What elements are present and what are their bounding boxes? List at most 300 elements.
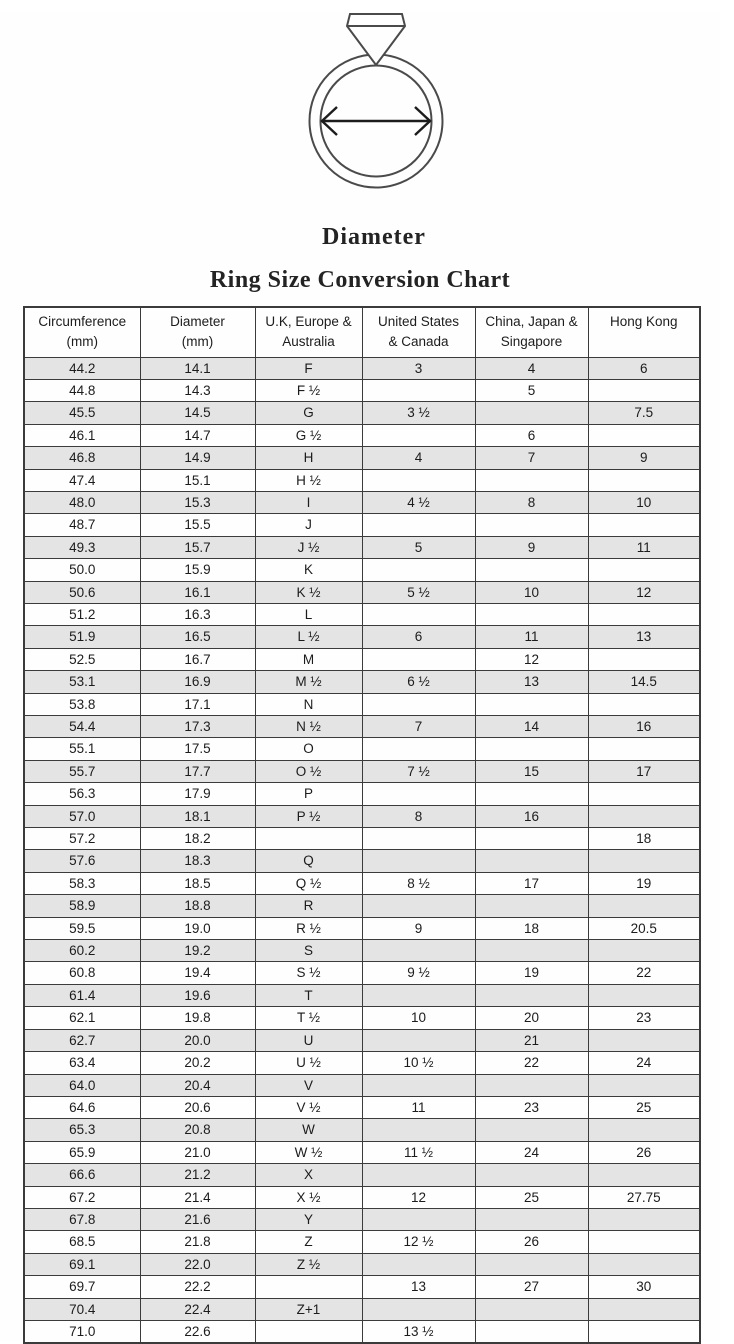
- table-head: [24, 307, 700, 357]
- table-cell: 49.3: [24, 536, 140, 558]
- table-cell: M: [255, 648, 362, 670]
- table-cell: 7.5: [588, 402, 700, 424]
- table-cell: 20.6: [140, 1096, 255, 1118]
- table-cell: 71.0: [24, 1320, 140, 1343]
- table-cell: H ½: [255, 469, 362, 491]
- table-row: [24, 693, 700, 715]
- table-cell: 7: [475, 447, 588, 469]
- table-cell: [362, 783, 475, 805]
- table-row: [24, 805, 700, 827]
- table-cell: K ½: [255, 581, 362, 603]
- table-cell: [362, 379, 475, 401]
- table-row: [24, 648, 700, 670]
- column-header: [140, 307, 255, 357]
- diameter-label: Diameter: [322, 224, 426, 250]
- table-row: [24, 1231, 700, 1253]
- table-cell: [362, 648, 475, 670]
- table-cell: 17.9: [140, 783, 255, 805]
- table-cell: 10: [362, 1007, 475, 1029]
- table-cell: [588, 984, 700, 1006]
- table-cell: 22.0: [140, 1253, 255, 1275]
- table-cell: 19.6: [140, 984, 255, 1006]
- table-cell: [588, 1320, 700, 1343]
- table-row: [24, 424, 700, 446]
- table-cell: 12 ½: [362, 1231, 475, 1253]
- table-cell: 15.3: [140, 491, 255, 513]
- table-cell: [588, 559, 700, 581]
- table-cell: 15: [475, 760, 588, 782]
- table-cell: 12: [362, 1186, 475, 1208]
- table-cell: 9: [362, 917, 475, 939]
- table-cell: [255, 828, 362, 850]
- table-cell: [588, 805, 700, 827]
- table-cell: 56.3: [24, 783, 140, 805]
- table-cell: 57.0: [24, 805, 140, 827]
- table-cell: 46.1: [24, 424, 140, 446]
- table-row: [24, 1164, 700, 1186]
- table-cell: U ½: [255, 1052, 362, 1074]
- table-row: [24, 1074, 700, 1096]
- table-cell: 13: [362, 1276, 475, 1298]
- table-cell: 48.7: [24, 514, 140, 536]
- table-cell: 18.5: [140, 872, 255, 894]
- table-cell: [588, 379, 700, 401]
- table-cell: 11 ½: [362, 1141, 475, 1163]
- table-cell: 14.9: [140, 447, 255, 469]
- column-header: [588, 307, 700, 357]
- table-cell: 58.9: [24, 895, 140, 917]
- table-cell: [362, 1164, 475, 1186]
- table-cell: [362, 603, 475, 625]
- table-cell: [588, 1119, 700, 1141]
- table-cell: [588, 783, 700, 805]
- table-cell: W ½: [255, 1141, 362, 1163]
- table-cell: 20.8: [140, 1119, 255, 1141]
- table-cell: [588, 693, 700, 715]
- table-cell: 61.4: [24, 984, 140, 1006]
- table-cell: 64.6: [24, 1096, 140, 1118]
- table-cell: 50.6: [24, 581, 140, 603]
- table-cell: 51.9: [24, 626, 140, 648]
- table-cell: 14.3: [140, 379, 255, 401]
- table-cell: X: [255, 1164, 362, 1186]
- table-cell: 9 ½: [362, 962, 475, 984]
- table-row: [24, 716, 700, 738]
- table-cell: 16: [475, 805, 588, 827]
- table-cell: 23: [475, 1096, 588, 1118]
- table-cell: [362, 1208, 475, 1230]
- table-cell: 64.0: [24, 1074, 140, 1096]
- table-cell: 7 ½: [362, 760, 475, 782]
- table-row: [24, 1141, 700, 1163]
- table-row: [24, 828, 700, 850]
- table-cell: [362, 424, 475, 446]
- table-cell: 19.0: [140, 917, 255, 939]
- header-line: Australia: [282, 334, 335, 349]
- table-row: [24, 447, 700, 469]
- table-cell: F ½: [255, 379, 362, 401]
- table-cell: 17.1: [140, 693, 255, 715]
- table-cell: 4 ½: [362, 491, 475, 513]
- table-cell: 51.2: [24, 603, 140, 625]
- table-cell: [475, 783, 588, 805]
- table-cell: [362, 940, 475, 962]
- table-cell: 11: [475, 626, 588, 648]
- table-cell: 13: [475, 671, 588, 693]
- table-cell: 15.7: [140, 536, 255, 558]
- table-cell: 24: [588, 1052, 700, 1074]
- table-cell: 65.3: [24, 1119, 140, 1141]
- table-cell: 15.9: [140, 559, 255, 581]
- table-cell: J ½: [255, 536, 362, 558]
- table-cell: 17: [588, 760, 700, 782]
- table-cell: J: [255, 514, 362, 536]
- table-cell: G ½: [255, 424, 362, 446]
- table-cell: [475, 603, 588, 625]
- table-cell: 26: [588, 1141, 700, 1163]
- table-row: [24, 491, 700, 513]
- header-row: [24, 307, 700, 357]
- table-cell: [362, 469, 475, 491]
- table-cell: [475, 469, 588, 491]
- table-cell: [475, 738, 588, 760]
- header-line: & Canada: [388, 334, 449, 349]
- table-cell: 21: [475, 1029, 588, 1051]
- table-cell: 5: [475, 379, 588, 401]
- table-cell: 21.6: [140, 1208, 255, 1230]
- table-cell: 6 ½: [362, 671, 475, 693]
- column-header: [255, 307, 362, 357]
- table-cell: [588, 469, 700, 491]
- table-cell: Z: [255, 1231, 362, 1253]
- table-row: [24, 402, 700, 424]
- table-cell: [362, 738, 475, 760]
- header-line: China, Japan &: [485, 314, 578, 329]
- table-row: [24, 940, 700, 962]
- table-cell: V ½: [255, 1096, 362, 1118]
- table-cell: 53.1: [24, 671, 140, 693]
- table-row: [24, 514, 700, 536]
- table-cell: 23: [588, 1007, 700, 1029]
- table-cell: T ½: [255, 1007, 362, 1029]
- table-cell: 16.5: [140, 626, 255, 648]
- table-row: [24, 760, 700, 782]
- table-row: [24, 872, 700, 894]
- table-cell: 59.5: [24, 917, 140, 939]
- table-cell: 19: [475, 962, 588, 984]
- table-cell: [588, 1074, 700, 1096]
- table-cell: K: [255, 559, 362, 581]
- table-cell: [588, 738, 700, 760]
- table-cell: 45.5: [24, 402, 140, 424]
- table-cell: 17: [475, 872, 588, 894]
- table-cell: [588, 850, 700, 872]
- header-line: United States: [377, 314, 460, 329]
- table-cell: 47.4: [24, 469, 140, 491]
- table-cell: O: [255, 738, 362, 760]
- table-cell: S ½: [255, 962, 362, 984]
- table-cell: [588, 514, 700, 536]
- table-cell: F: [255, 357, 362, 379]
- table-cell: 50.0: [24, 559, 140, 581]
- table-cell: [362, 693, 475, 715]
- table-body: [24, 357, 700, 1343]
- column-header: [475, 307, 588, 357]
- table-cell: 22.2: [140, 1276, 255, 1298]
- table-row: [24, 469, 700, 491]
- table-row: [24, 984, 700, 1006]
- table-cell: [588, 1231, 700, 1253]
- table-cell: 5 ½: [362, 581, 475, 603]
- table-cell: 14.5: [588, 671, 700, 693]
- table-cell: 11: [362, 1096, 475, 1118]
- table-row: [24, 1052, 700, 1074]
- page: [0, 12, 720, 1341]
- table-cell: [588, 424, 700, 446]
- table-cell: 60.2: [24, 940, 140, 962]
- table-cell: [362, 559, 475, 581]
- table-cell: 69.7: [24, 1276, 140, 1298]
- table-cell: 8: [475, 491, 588, 513]
- table-cell: [475, 1074, 588, 1096]
- table-cell: [588, 895, 700, 917]
- table-cell: 20.0: [140, 1029, 255, 1051]
- table-cell: 15.1: [140, 469, 255, 491]
- header-line: Hong Kong: [609, 314, 678, 329]
- table-cell: L ½: [255, 626, 362, 648]
- table-cell: 62.7: [24, 1029, 140, 1051]
- page-title: Ring Size Conversion Chart: [209, 267, 511, 293]
- table-cell: M ½: [255, 671, 362, 693]
- table-cell: [475, 1298, 588, 1320]
- table-cell: [362, 1074, 475, 1096]
- table-cell: 19.2: [140, 940, 255, 962]
- table-cell: 7: [362, 716, 475, 738]
- table-row: [24, 917, 700, 939]
- table-cell: [588, 940, 700, 962]
- table-cell: 8 ½: [362, 872, 475, 894]
- ring-size-table: [23, 306, 701, 1344]
- table-cell: Q ½: [255, 872, 362, 894]
- table-cell: 21.2: [140, 1164, 255, 1186]
- ring-illustration: [296, 12, 456, 200]
- table-cell: [475, 1320, 588, 1343]
- table-cell: 22: [475, 1052, 588, 1074]
- table-cell: 13 ½: [362, 1320, 475, 1343]
- table-cell: 60.8: [24, 962, 140, 984]
- table-cell: 12: [475, 648, 588, 670]
- table-cell: 19.8: [140, 1007, 255, 1029]
- table-cell: R ½: [255, 917, 362, 939]
- table-cell: 18.8: [140, 895, 255, 917]
- table-cell: 25: [475, 1186, 588, 1208]
- table-cell: 21.8: [140, 1231, 255, 1253]
- table-cell: 16.9: [140, 671, 255, 693]
- table-cell: U: [255, 1029, 362, 1051]
- table-cell: [362, 850, 475, 872]
- table-cell: 3: [362, 357, 475, 379]
- table-row: [24, 962, 700, 984]
- header-line: Singapore: [500, 334, 563, 349]
- table-row: [24, 1029, 700, 1051]
- table-row: [24, 895, 700, 917]
- table-cell: 18.1: [140, 805, 255, 827]
- table-row: [24, 1298, 700, 1320]
- table-cell: [588, 1208, 700, 1230]
- header-line: (mm): [66, 334, 98, 349]
- table-cell: 20.2: [140, 1052, 255, 1074]
- table-cell: [475, 693, 588, 715]
- table-cell: 55.1: [24, 738, 140, 760]
- table-cell: 46.8: [24, 447, 140, 469]
- table-cell: 6: [475, 424, 588, 446]
- table-cell: [475, 1208, 588, 1230]
- table-cell: 6: [588, 357, 700, 379]
- table-cell: 17.3: [140, 716, 255, 738]
- table-cell: 9: [475, 536, 588, 558]
- table-cell: [588, 1164, 700, 1186]
- table-cell: [362, 514, 475, 536]
- table-cell: 17.5: [140, 738, 255, 760]
- table-cell: Z ½: [255, 1253, 362, 1275]
- table-cell: I: [255, 491, 362, 513]
- table-cell: 14: [475, 716, 588, 738]
- table-cell: Q: [255, 850, 362, 872]
- table-cell: [588, 1253, 700, 1275]
- table-cell: 18: [588, 828, 700, 850]
- table-cell: 4: [362, 447, 475, 469]
- table-cell: [362, 1298, 475, 1320]
- table-cell: [475, 1164, 588, 1186]
- table-cell: 16: [588, 716, 700, 738]
- table-cell: 16.3: [140, 603, 255, 625]
- table-cell: N ½: [255, 716, 362, 738]
- table-cell: [588, 603, 700, 625]
- table-cell: 27: [475, 1276, 588, 1298]
- table-cell: [475, 402, 588, 424]
- table-cell: 44.2: [24, 357, 140, 379]
- table-cell: 16.1: [140, 581, 255, 603]
- column-header: [362, 307, 475, 357]
- header-line: (mm): [181, 334, 214, 349]
- table-cell: 24: [475, 1141, 588, 1163]
- table-cell: L: [255, 603, 362, 625]
- table-cell: V: [255, 1074, 362, 1096]
- table-cell: [588, 1298, 700, 1320]
- table-row: [24, 1276, 700, 1298]
- table-cell: 18.2: [140, 828, 255, 850]
- header-line: U.K, Europe &: [265, 314, 352, 329]
- table-cell: 18.3: [140, 850, 255, 872]
- table-cell: T: [255, 984, 362, 1006]
- table-cell: H: [255, 447, 362, 469]
- table-cell: R: [255, 895, 362, 917]
- table-row: [24, 1208, 700, 1230]
- table-cell: 67.2: [24, 1186, 140, 1208]
- table-cell: 44.8: [24, 379, 140, 401]
- table-row: [24, 1253, 700, 1275]
- table-cell: 13: [588, 626, 700, 648]
- table-cell: 6: [362, 626, 475, 648]
- table-cell: 15.5: [140, 514, 255, 536]
- table-cell: 19.4: [140, 962, 255, 984]
- table-cell: S: [255, 940, 362, 962]
- table-cell: W: [255, 1119, 362, 1141]
- table-cell: 20: [475, 1007, 588, 1029]
- table-row: [24, 357, 700, 379]
- table-cell: 65.9: [24, 1141, 140, 1163]
- table-cell: [588, 1029, 700, 1051]
- table-cell: 18: [475, 917, 588, 939]
- column-header: [24, 307, 140, 357]
- table-cell: [475, 940, 588, 962]
- table-cell: 10: [588, 491, 700, 513]
- table-cell: X ½: [255, 1186, 362, 1208]
- table-cell: 55.7: [24, 760, 140, 782]
- table-row: [24, 581, 700, 603]
- table-cell: 3 ½: [362, 402, 475, 424]
- table-cell: 8: [362, 805, 475, 827]
- table-cell: 22.6: [140, 1320, 255, 1343]
- table-row: [24, 1007, 700, 1029]
- table-cell: [475, 984, 588, 1006]
- table-cell: [362, 1029, 475, 1051]
- table-row: [24, 850, 700, 872]
- table-cell: 20.4: [140, 1074, 255, 1096]
- header-line: Circumference: [38, 314, 127, 329]
- table-cell: 9: [588, 447, 700, 469]
- table-cell: [475, 559, 588, 581]
- table-cell: 52.5: [24, 648, 140, 670]
- table-cell: 67.8: [24, 1208, 140, 1230]
- table-cell: Z+1: [255, 1298, 362, 1320]
- table-cell: 63.4: [24, 1052, 140, 1074]
- table-cell: 14.1: [140, 357, 255, 379]
- table-cell: [588, 648, 700, 670]
- table-cell: 16.7: [140, 648, 255, 670]
- table-cell: 58.3: [24, 872, 140, 894]
- table-row: [24, 626, 700, 648]
- table-cell: 22: [588, 962, 700, 984]
- table-cell: 17.7: [140, 760, 255, 782]
- diameter-arrow-icon: [322, 107, 430, 135]
- table-row: [24, 603, 700, 625]
- table-cell: N: [255, 693, 362, 715]
- table-row: [24, 1096, 700, 1118]
- table-cell: 62.1: [24, 1007, 140, 1029]
- table-cell: 26: [475, 1231, 588, 1253]
- table-cell: P ½: [255, 805, 362, 827]
- table-cell: [475, 514, 588, 536]
- table-cell: [362, 984, 475, 1006]
- table-cell: 12: [588, 581, 700, 603]
- table-cell: 30: [588, 1276, 700, 1298]
- header-line: Diameter: [170, 314, 225, 329]
- table-cell: 14.7: [140, 424, 255, 446]
- table-cell: [362, 1253, 475, 1275]
- table-cell: [475, 828, 588, 850]
- table-cell: [475, 850, 588, 872]
- table-cell: O ½: [255, 760, 362, 782]
- table-cell: 57.6: [24, 850, 140, 872]
- table-cell: 48.0: [24, 491, 140, 513]
- table-cell: Y: [255, 1208, 362, 1230]
- table-cell: 53.8: [24, 693, 140, 715]
- table-cell: 4: [475, 357, 588, 379]
- table-row: [24, 1320, 700, 1343]
- table-row: [24, 536, 700, 558]
- table-cell: [255, 1276, 362, 1298]
